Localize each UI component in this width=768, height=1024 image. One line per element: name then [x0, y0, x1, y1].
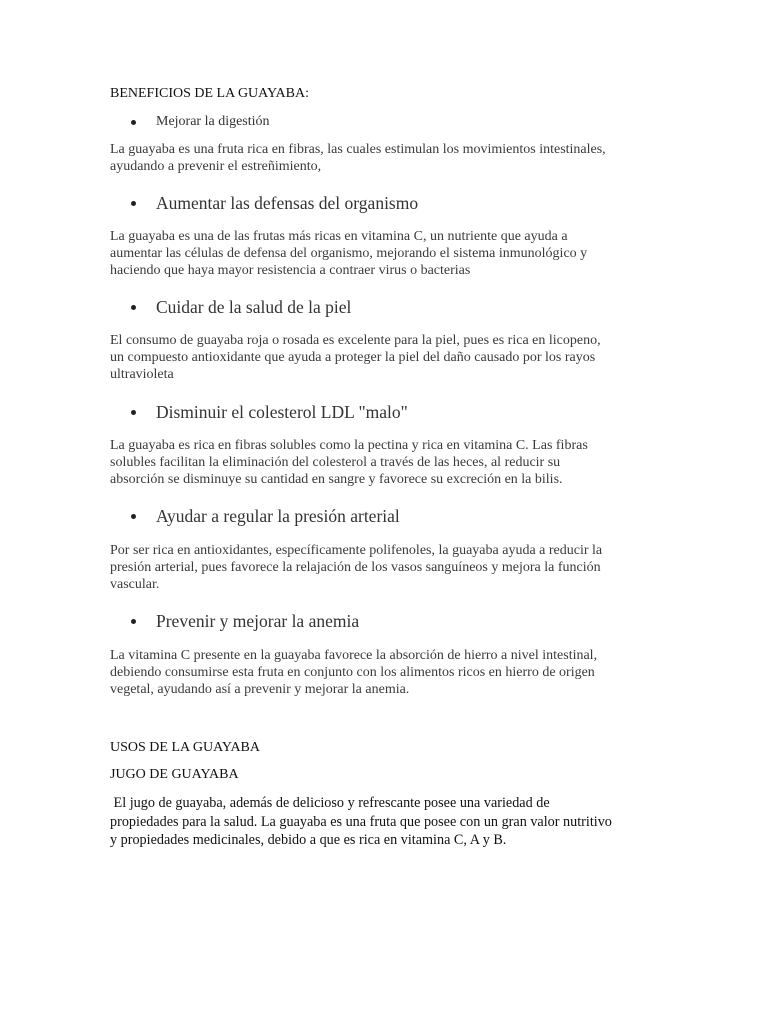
benefit-paragraph-cholesterol [110, 438, 670, 488]
paragraph-line: El jugo de guayaba, además de delicioso y refrescante posee una variedad de [110, 795, 550, 811]
benefit-heading-label: Disminuir el colesterol LDL "malo" [156, 402, 408, 422]
paragraph-line: ultravioleta [110, 366, 174, 382]
paragraph-line: haciendo que haya mayor resistencia a contraer virus o bacterias [110, 262, 471, 278]
paragraph-line: absorción se disminuye su cantidad en sangre y favorece su excreción en la bilis. [110, 471, 563, 487]
paragraph-line: ayudando a prevenir el estreñimiento, [110, 158, 322, 174]
paragraph-line: Por ser rica en antioxidantes, específicamente polifenoles, la guayaba ayuda a reducir la [110, 543, 603, 558]
benefit-heading-label: Ayudar a regular la presión arterial [156, 506, 400, 526]
paragraph-line: La guayaba es una fruta rica en fibras, las cuales estimulan los movimientos intestinales, [110, 142, 606, 157]
paragraph-line: solubles facilitan la eliminación del colesterol a través de las heces, al reducir su [110, 454, 561, 470]
bullet-icon [131, 120, 136, 125]
paragraph-line: un compuesto antioxidante que ayuda a proteger la piel del daño causado por los rayos [110, 349, 596, 365]
paragraph-line: La guayaba es rica en fibras solubles como la pectina y rica en vitamina C. Las fibras [110, 438, 588, 453]
paragraph-line: La vitamina C presente en la guayaba favorece la absorción de hierro a nivel intestinal, [110, 648, 598, 663]
bullet-icon [131, 514, 136, 519]
benefit-paragraph-digestion [110, 142, 670, 176]
benefit-heading-label: Prevenir y mejorar la anemia [156, 611, 360, 631]
paragraph-line: y propiedades medicinales, debido a que es rica en vitamina C, A y B. [110, 832, 507, 848]
benefit-paragraph-anemia [110, 648, 670, 698]
document-title: BENEFICIOS DE LA GUAYABA: [110, 86, 310, 101]
juice-title: JUGO DE GUAYABA [110, 767, 239, 782]
paragraph-line: vegetal, ayudando así a prevenir y mejorar la anemia. [110, 681, 410, 697]
uses-title: USOS DE LA GUAYABA [110, 740, 261, 755]
benefit-heading-label: Aumentar las defensas del organismo [156, 193, 419, 213]
juice-paragraph [110, 794, 670, 850]
benefit-paragraph-blood-pressure [110, 543, 670, 593]
paragraph-line: presión arterial, pues favorece la relajación de los vasos sanguíneos y mejora la función [110, 559, 601, 575]
paragraph-line: La guayaba es una de las frutas más ricas en vitamina C, un nutriente que ayuda a [110, 229, 568, 244]
benefit-paragraph-defenses [110, 229, 670, 279]
benefit-paragraph-skin [110, 333, 670, 383]
paragraph-line: vascular. [110, 576, 160, 592]
paragraph-line: debiendo consumirse esta fruta en conjunto con los alimentos ricos en hierro de origen [110, 664, 595, 680]
bullet-icon [131, 410, 136, 415]
bullet-icon [131, 619, 136, 624]
benefit-heading-label: Cuidar de la salud de la piel [156, 297, 352, 317]
paragraph-line: El consumo de guayaba roja o rosada es excelente para la piel, pues es rica en licopeno, [110, 333, 601, 348]
paragraph-line: aumentar las células de defensa del organismo, mejorando el sistema inmunológico y [110, 245, 588, 261]
benefit-heading-label: Mejorar la digestión [156, 114, 270, 129]
bullet-icon [131, 201, 136, 206]
bullet-icon [131, 305, 136, 310]
paragraph-line: propiedades para la salud. La guayaba es una fruta que posee con un gran valor nutritivo [110, 813, 612, 830]
